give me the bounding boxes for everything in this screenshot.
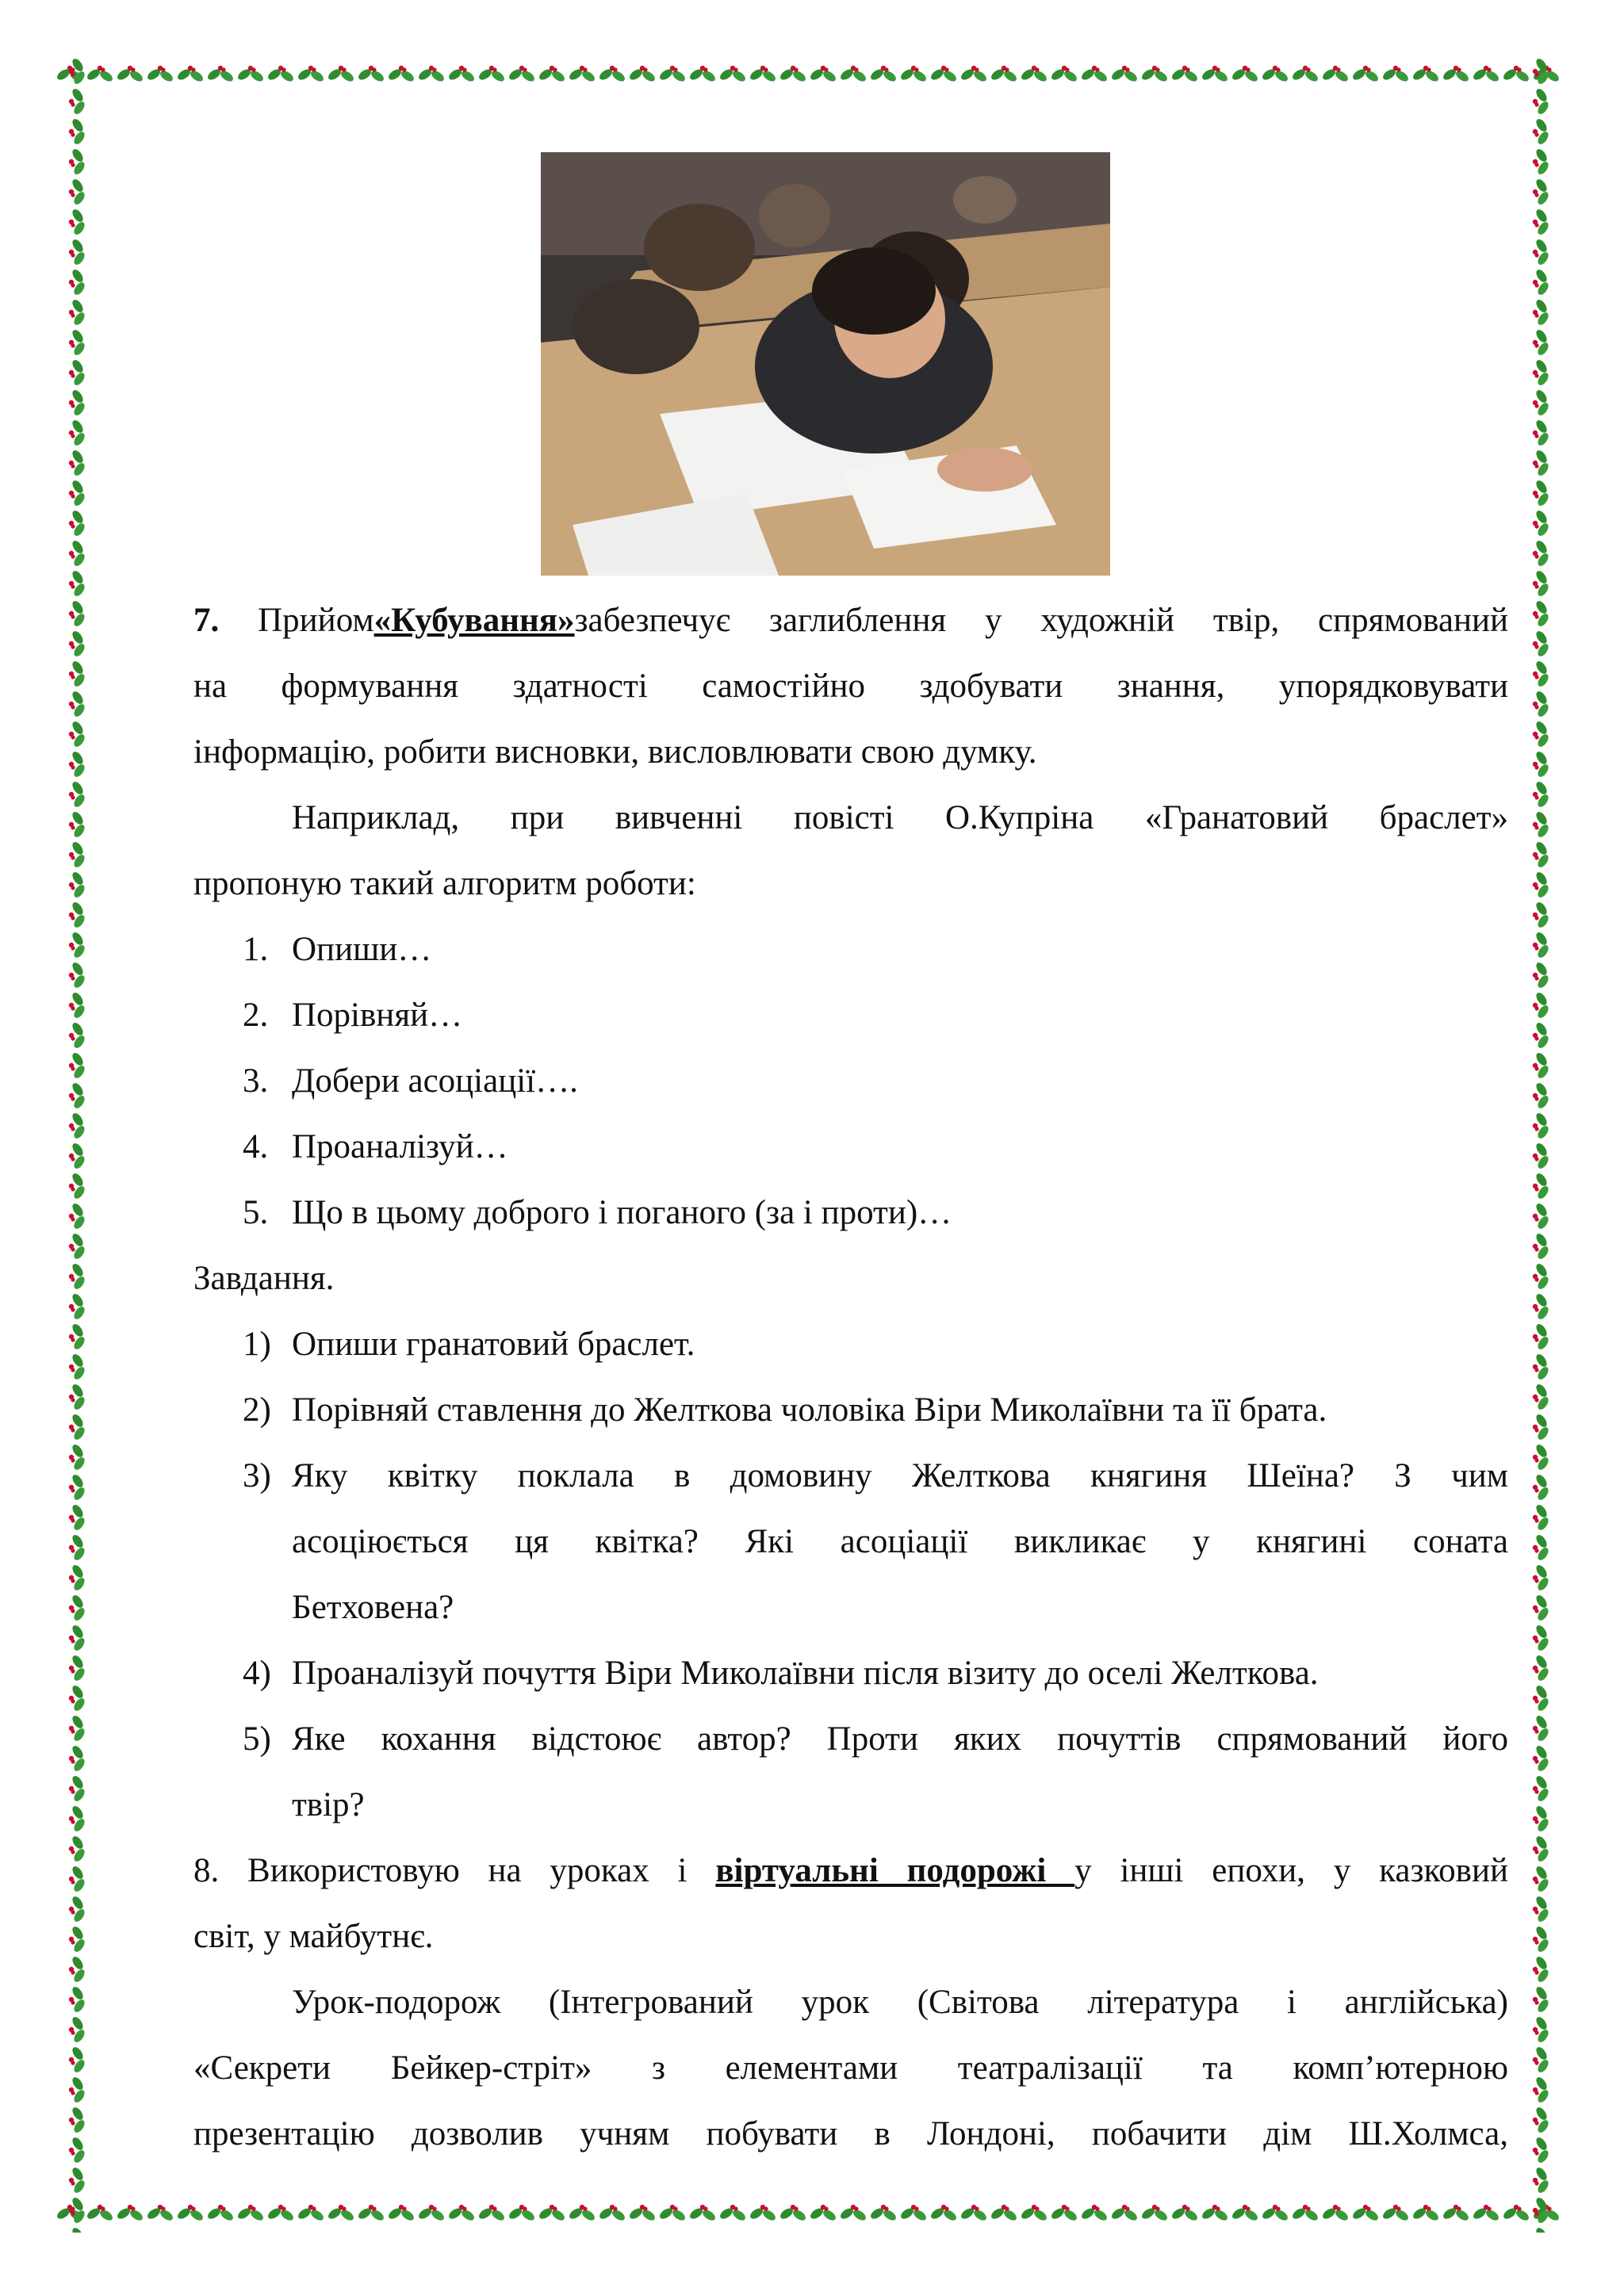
p7-number: 7. (193, 602, 220, 639)
list-item-number: 1. (243, 931, 269, 968)
task-text: Бетховена? (292, 1589, 454, 1626)
p8-rest: у інші епохи, у казковий (1074, 1852, 1508, 1889)
list-item-text: Проаналізуй… (292, 1128, 508, 1165)
list-item-text: Добери асоціації…. (292, 1062, 578, 1100)
p8-line-1 (193, 1851, 1508, 1890)
task-number: 2) (243, 1391, 271, 1429)
list-item (243, 1127, 508, 1166)
list-item (243, 1062, 578, 1100)
p7-line-1 (193, 601, 1508, 640)
task-number: 5) (243, 1720, 271, 1758)
list-item-number: 5. (243, 1194, 269, 1231)
p7-line-2: на формування здатності самостійно здобувати знання, упорядковувати (193, 668, 1508, 705)
list-item-number: 2. (243, 997, 269, 1034)
list-item-number: 4. (243, 1128, 269, 1165)
lesson-line-1: Урок-подорож (Інтегрований урок (Світова література і англійська) (292, 1984, 1508, 2021)
p7-lead: Прийом (219, 602, 374, 639)
example-line-1: Наприклад, при вивченні повісті О.Купріна «Гранатовий браслет» (292, 799, 1508, 836)
task-text: Яку квітку поклала в домовину Желткова княгиня Шеїна? З чим (292, 1457, 1508, 1494)
task-item (243, 1325, 695, 1364)
holly-border-top (56, 57, 1562, 94)
task-number: 1) (243, 1326, 271, 1363)
p8-lead: 8. Використовую на уроках і (193, 1852, 716, 1889)
p7-rest: забезпечує заглиблення у художній твір, спрямований (574, 602, 1509, 639)
task-text: твір? (292, 1786, 365, 1823)
example-line-2: пропоную такий алгоритм роботи: (193, 865, 696, 902)
tasks-heading: Завдання. (193, 1260, 335, 1297)
classroom-photo (541, 152, 1110, 576)
task-item (243, 1391, 1327, 1429)
list-item (243, 996, 462, 1035)
holly-border-bottom (56, 2196, 1562, 2233)
task-text: Опиши гранатовий браслет. (292, 1326, 695, 1363)
p8-line-2: світ, у майбутнє. (193, 1918, 434, 1955)
list-item-number: 3. (243, 1062, 269, 1100)
p7-line-3: інформацію, робити висновки, висловлювати свою думку. (193, 733, 1037, 771)
list-item-text: Що в цьому доброго і поганого (за і проти)… (292, 1194, 952, 1231)
holly-border-left (60, 57, 97, 2233)
p7-term: «Кубування» (373, 602, 575, 639)
list-item-text: Опиши… (292, 931, 432, 968)
task-number: 4) (243, 1655, 271, 1692)
list-item (243, 1193, 952, 1232)
task-text: асоціюється ця квітка? Які асоціації викликає у княгині соната (292, 1523, 1508, 1560)
p8-term: віртуальні подорожі (715, 1852, 1075, 1889)
task-text: Проаналізуй почуття Віри Миколаївни після візиту до оселі Желткова. (292, 1655, 1319, 1692)
task-item (243, 1654, 1319, 1693)
task-text: Порівняй ставлення до Желткова чоловіка Віри Миколаївни та її брата. (292, 1391, 1327, 1429)
list-item-text: Порівняй… (292, 997, 463, 1034)
lesson-line-2: «Секрети Бейкер-стріт» з елементами театралізації та комп’ютерною (193, 2049, 1508, 2087)
task-number: 3) (243, 1457, 271, 1494)
list-item (243, 930, 431, 969)
holly-border-right (1524, 57, 1561, 2233)
lesson-line-3: презентацію дозволив учням побувати в Лондоні, побачити дім Ш.Холмса, (193, 2115, 1508, 2152)
task-text: Яке кохання відстоює автор? Проти яких почуттів спрямований його (292, 1720, 1508, 1758)
